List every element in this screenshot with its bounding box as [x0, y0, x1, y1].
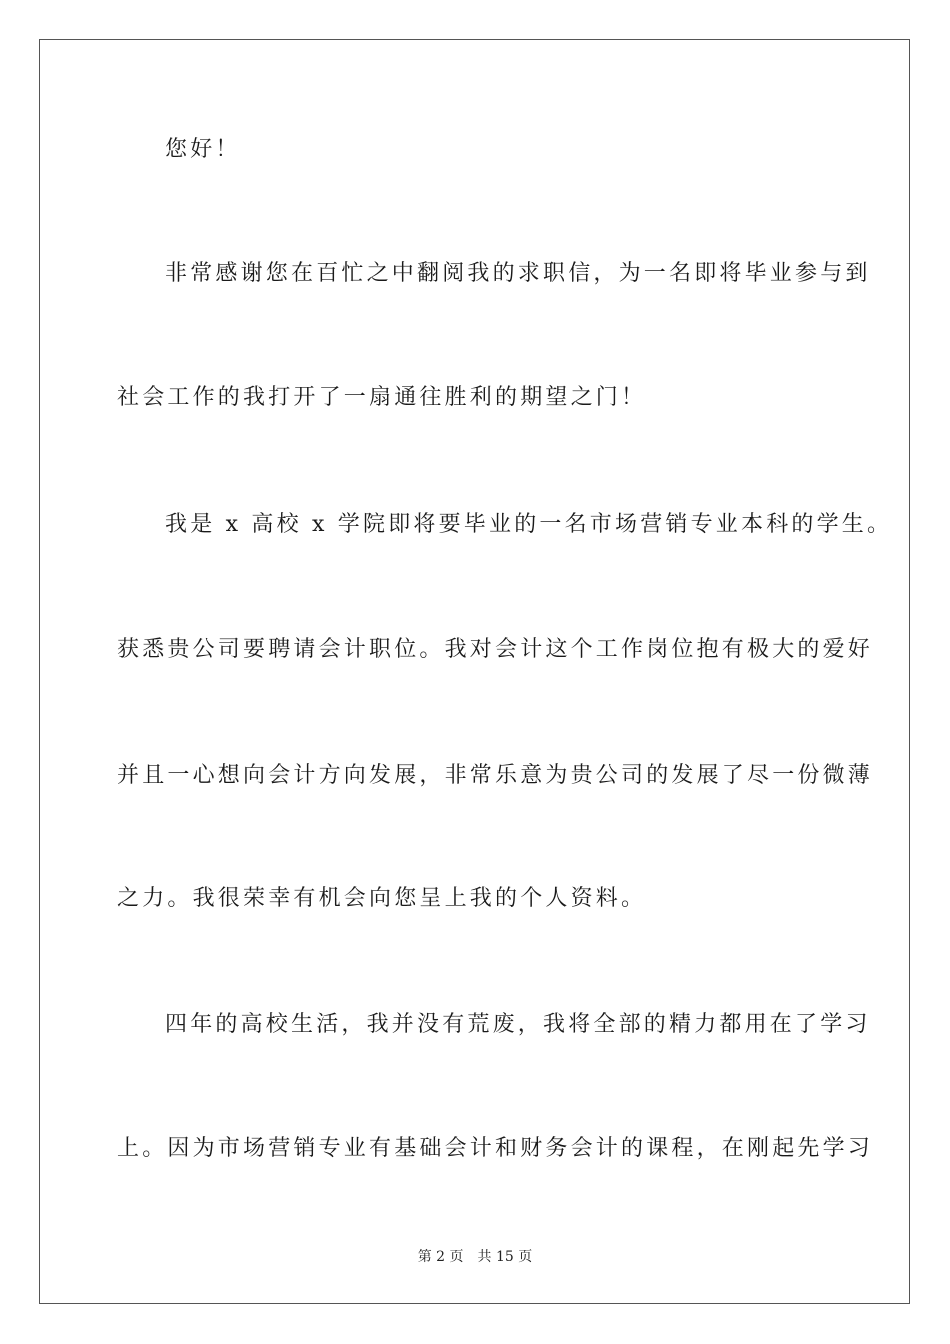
greeting-line: 您好！ [165, 137, 241, 162]
body-line-7: 四年的高校生活，我并没有荒废，我将全部的精力都用在了学习 [165, 1012, 871, 1037]
body-line-5: 并且一心想向会计方向发展，非常乐意为贵公司的发展了尽一份微薄 [117, 763, 874, 788]
page-border [39, 39, 910, 1304]
page-footer [0, 1248, 950, 1266]
body-line-1: 非常感谢您在百忙之中翻阅我的求职信，为一名即将毕业参与到 [165, 261, 871, 286]
body-line-3: 我是 x 高校 x 学院即将要毕业的一名市场营销专业本科的学生。 [165, 512, 893, 537]
body-line-8: 上。因为市场营销专业有基础会计和财务会计的课程，在刚起先学习 [117, 1136, 874, 1161]
body-line-6: 之力。我很荣幸有机会向您呈上我的个人资料。 [117, 886, 647, 911]
page-number-total: 共 15 页 [477, 1249, 533, 1265]
body-line-2: 社会工作的我打开了一扇通往胜利的期望之门！ [117, 385, 647, 410]
body-line-4: 获悉贵公司要聘请会计职位。我对会计这个工作岗位抱有极大的爱好 [117, 637, 874, 662]
page-number-current: 第 2 页 [417, 1249, 464, 1265]
